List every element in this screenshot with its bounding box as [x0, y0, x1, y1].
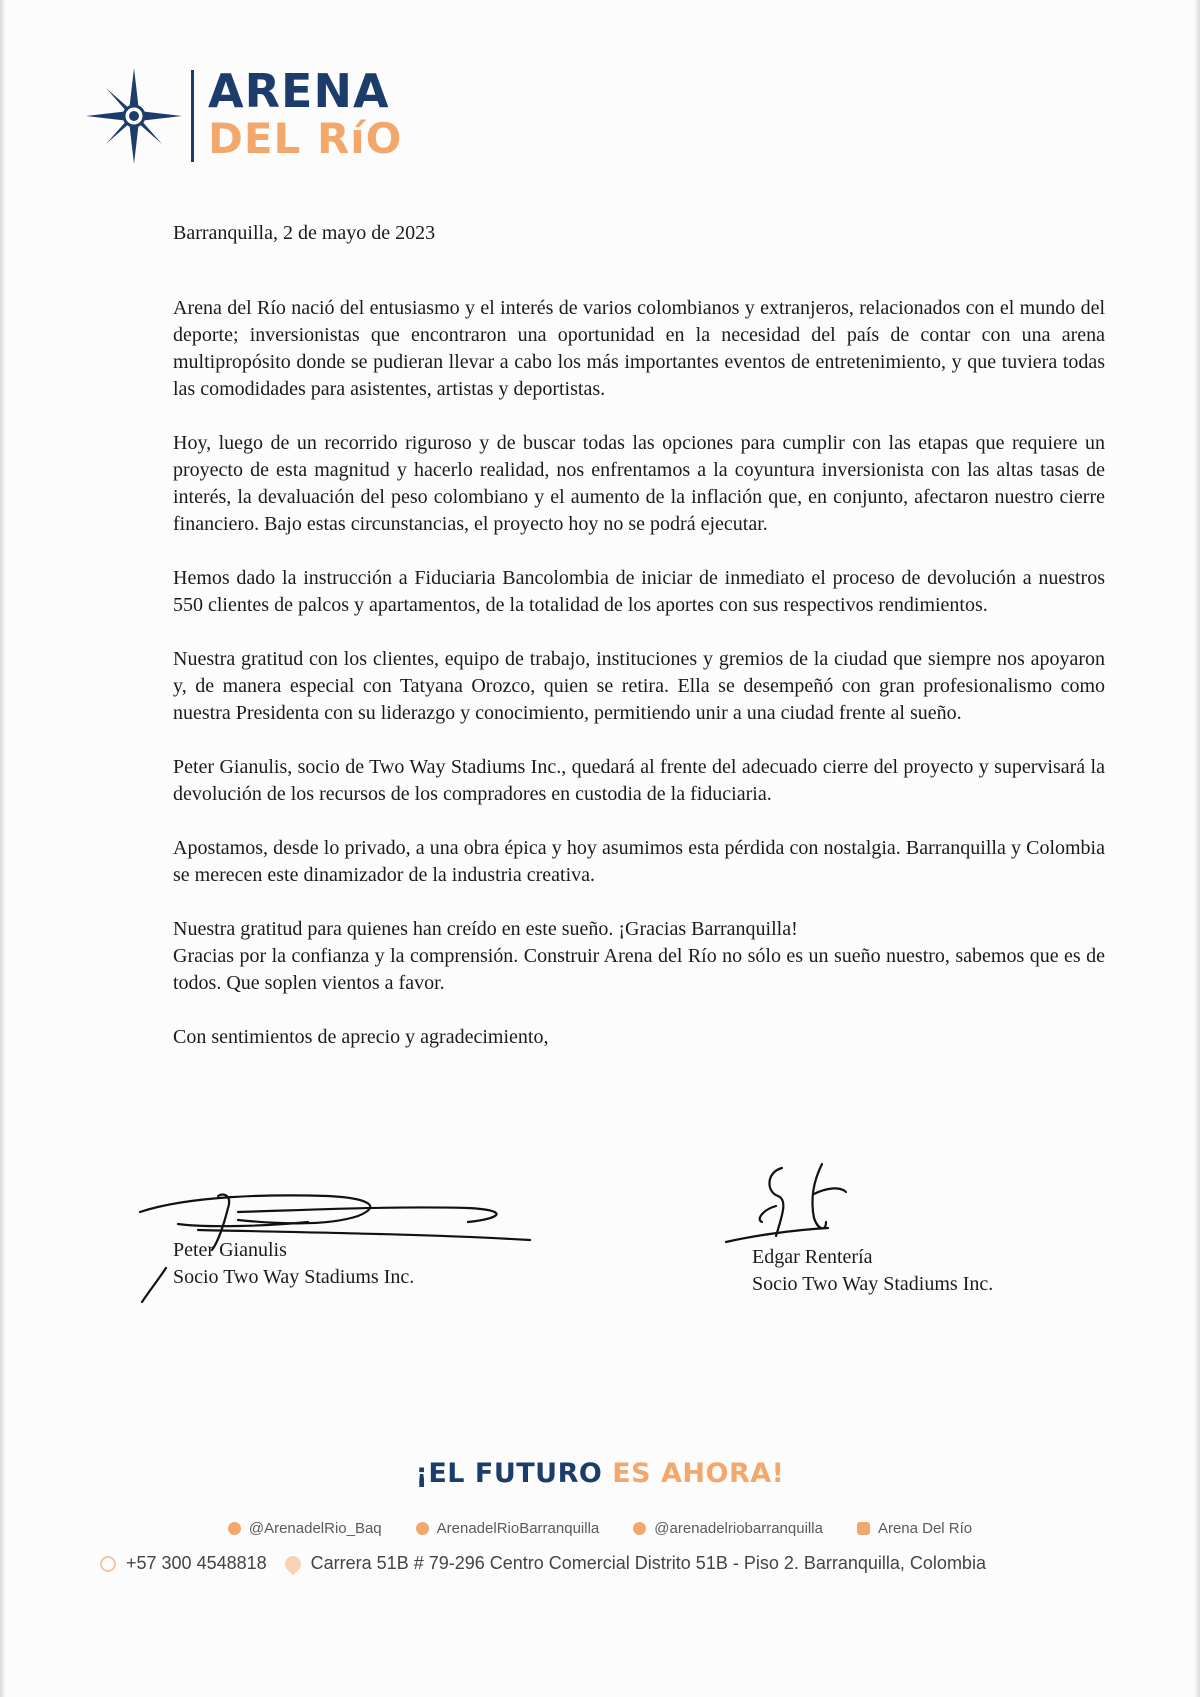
- signer-title: Socio Two Way Stadiums Inc.: [752, 1273, 994, 1295]
- signature-block-1: [173, 1237, 414, 1291]
- social-youtube[interactable]: [857, 1520, 972, 1537]
- logo-text-del-rio: DEL RíO: [208, 114, 403, 163]
- paragraph-4: Nuestra gratitud con los clientes, equipo de trabajo, instituciones y gremios de la ciudad que siempre nos apoyaron y, de manera especial con Tatyana Orozco, quien se retira. Ella se desempeñó con gran profesionalismo como nuestra Presidenta con su liderazgo y conocimiento, permitiendo unir a una ciudad frente al sueño.: [173, 648, 1105, 724]
- logo-text-arena: ARENA: [208, 64, 390, 118]
- letter-body: [173, 220, 1105, 1051]
- footer-social-links: [0, 1520, 1200, 1537]
- signer-title: Socio Two Way Stadiums Inc.: [173, 1266, 415, 1288]
- letter-date: Barranquilla, 2 de mayo de 2023: [173, 222, 436, 244]
- contact-phone[interactable]: [100, 1553, 267, 1574]
- paragraph-5: Peter Gianulis, socio de Two Way Stadiums Inc., quedará al frente del adecuado cierre del proyecto y supervisará la devolución de los recursos de los compradores en custodia de la fiduciaria.: [173, 756, 1105, 805]
- contact-address: [285, 1553, 986, 1574]
- social-label: @ArenadelRio_Baq: [248, 1520, 382, 1537]
- slogan-part-2: ES AHORA!: [612, 1458, 785, 1489]
- footer-contact: [100, 1553, 1100, 1574]
- social-facebook[interactable]: [416, 1520, 600, 1537]
- page-edge-right: [1194, 0, 1200, 1697]
- closing-salutation: Con sentimientos de aprecio y agradecimiento,: [173, 1026, 549, 1048]
- logo-divider: [191, 70, 194, 162]
- social-instagram[interactable]: [633, 1520, 823, 1537]
- signature-block-2: [752, 1244, 993, 1298]
- signer-name: Peter Gianulis: [173, 1239, 287, 1261]
- twitter-icon: [228, 1522, 241, 1535]
- arena-del-rio-logo: [84, 66, 424, 166]
- facebook-icon: [416, 1522, 429, 1535]
- paragraph-1: Arena del Río nació del entusiasmo y el interés de varios colombianos y extranjeros, relacionados con el mundo del deporte; inversionistas que encontraron una oportunidad en la necesidad del país de contar con una arena multipropósito donde se pudieran llevar a cabo los más importantes eventos de entretenimiento, y que tuviera todas las comodidades para asistentes, artistas y deportistas.: [173, 297, 1105, 400]
- address-text: Carrera 51B # 79-296 Centro Comercial Distrito 51B - Piso 2. Barranquilla, Colombia: [310, 1553, 986, 1573]
- social-label: Arena Del Río: [877, 1520, 973, 1537]
- social-twitter[interactable]: [228, 1520, 382, 1537]
- location-pin-icon: [281, 1552, 304, 1575]
- footer-slogan: [0, 1458, 1200, 1489]
- slogan-part-1: ¡EL FUTURO: [415, 1458, 613, 1489]
- paragraph-7-line-1: Nuestra gratitud para quienes han creído en este sueño. ¡Gracias Barranquilla!: [173, 918, 798, 940]
- page-edge-left: [0, 0, 6, 1697]
- youtube-icon: [857, 1522, 870, 1535]
- signer-name: Edgar Rentería: [752, 1246, 873, 1268]
- phone-number: +57 300 4548818: [126, 1553, 267, 1573]
- social-label: @arenadelriobarranquilla: [654, 1520, 823, 1537]
- paragraph-7-line-2: Gracias por la confianza y la comprensión. Construir Arena del Río no sólo es un sueño nuestro, sabemos que es de todos. Que soplen vientos a favor.: [173, 945, 1105, 994]
- paragraph-2: Hoy, luego de un recorrido riguroso y de buscar todas las opciones para cumplir con las etapas que requiere un proyecto de esta magnitud y hacerlo realidad, nos enfrentamos a la coyuntura inversionista con las altas tasas de interés, la devaluación del peso colombiano y el aumento de la inflación que, en conjunto, afectaron nuestro cierre financiero. Bajo estas circunstancias, el proyecto hoy no se podrá ejecutar.: [173, 432, 1105, 535]
- instagram-icon: [633, 1522, 646, 1535]
- whatsapp-icon: [100, 1556, 116, 1572]
- compass-star-icon: [84, 66, 184, 166]
- social-label: ArenadelRioBarranquilla: [436, 1520, 600, 1537]
- paragraph-6: Apostamos, desde lo privado, a una obra épica y hoy asumimos esta pérdida con nostalgia. Barranquilla y Colombia se merecen este dinamizador de la industria creativa.: [173, 837, 1105, 886]
- paragraph-3: Hemos dado la instrucción a Fiduciaria Bancolombia de iniciar de inmediato el proceso de devolución a nuestros 550 clientes de palcos y apartamentos, de la totalidad de los aportes con sus respectivos rendimientos.: [173, 567, 1105, 616]
